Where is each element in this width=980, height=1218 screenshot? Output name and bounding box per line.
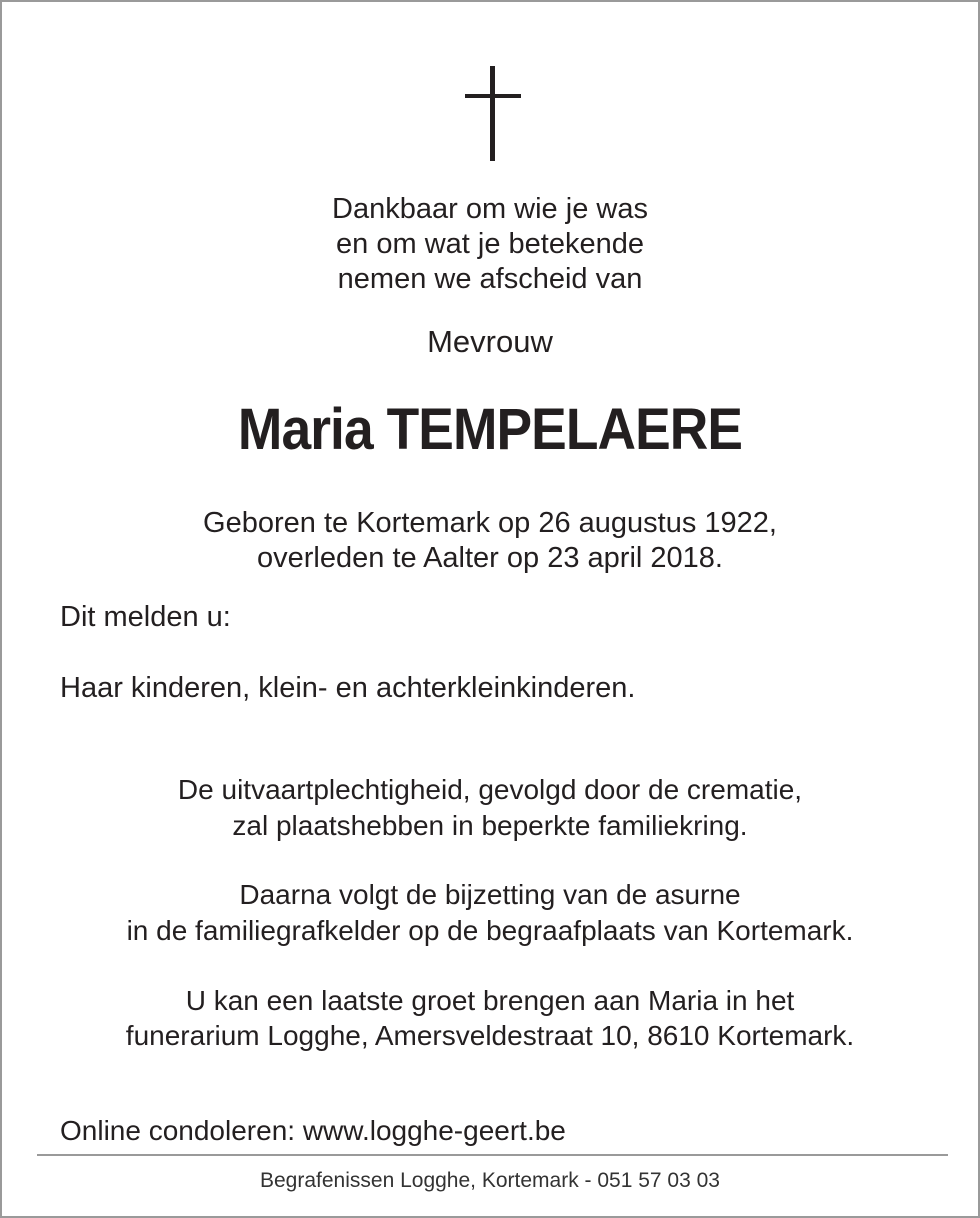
funeral-home-footer: Begrafenissen Logghe, Kortemark - 051 57 03 03: [260, 1169, 720, 1192]
intro-line-1: Dankbaar om wie je was: [332, 193, 648, 225]
interment-line-1: Daarna volgt de bijzetting van de asurne: [239, 879, 741, 910]
deceased-name: Maria TEMPELAERE: [237, 397, 743, 462]
family-text: Haar kinderen, klein- en achterkleinkinderen.: [60, 672, 636, 704]
announce-text: Dit melden u:: [60, 601, 231, 633]
visitation-line-1: U kan een laatste groet brengen aan Maria in het: [185, 985, 795, 1016]
birth-line: Geboren te Kortemark op 26 augustus 1922,: [203, 507, 777, 539]
ceremony-line-2: zal plaatshebben in beperkte familiekring.: [232, 810, 748, 841]
cross-icon: [465, 66, 521, 161]
intro-line-3: nemen we afscheid van: [337, 263, 643, 295]
cross-horizontal-bar: [465, 94, 521, 98]
salutation: Mevrouw: [427, 324, 553, 359]
visitation-line-2: funerarium Logghe, Amersveldestraat 10, 8610 Kortemark.: [125, 1020, 855, 1051]
footer-divider: [37, 1154, 948, 1156]
intro-line-2: en om wat je betekende: [336, 228, 644, 260]
interment-line-2: in de familiegrafkelder op de begraafplaats van Kortemark.: [126, 915, 854, 946]
cross-vertical-bar: [490, 66, 495, 161]
condolence-link[interactable]: Online condoleren: www.logghe-geert.be: [60, 1115, 566, 1146]
ceremony-line-1: De uitvaartplechtigheid, gevolgd door de crematie,: [177, 774, 803, 805]
death-line: overleden te Aalter op 23 april 2018.: [257, 542, 723, 574]
